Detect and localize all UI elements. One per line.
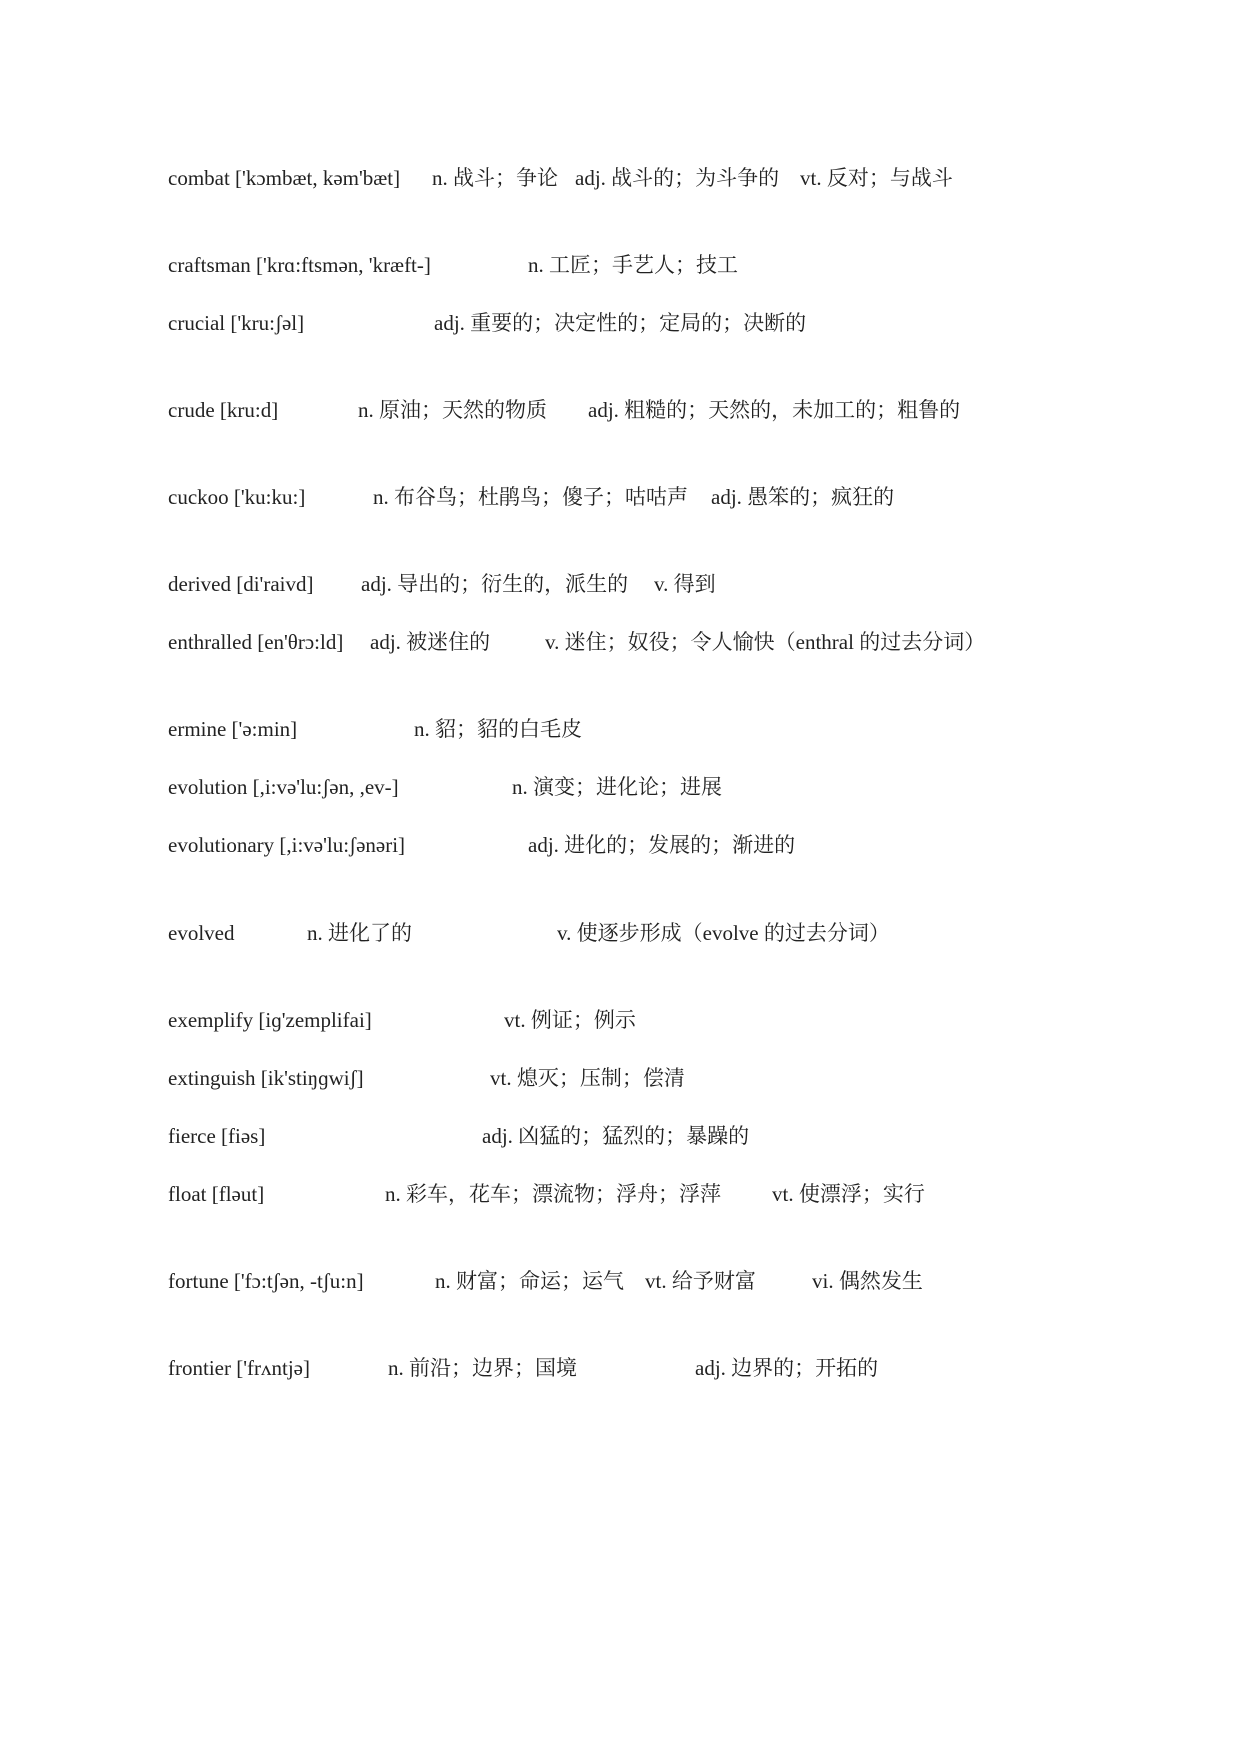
entry-word: ermine ['ə:min] — [168, 717, 298, 741]
entry-word: craftsman ['krɑ:ftsmən, 'kræft-] — [168, 253, 431, 277]
entry-exemplify — [0, 1000, 1241, 1040]
entry-word: frontier ['frʌntjə] — [168, 1356, 310, 1380]
entry-craftsman — [0, 245, 1241, 285]
entry-enthralled — [0, 622, 1241, 662]
entry-frontier — [0, 1348, 1241, 1388]
entry-evolutionary — [0, 825, 1241, 865]
entry-definition: n. 彩车，花车；漂流物；浮舟；浮萍 — [385, 1182, 721, 1206]
entry-word: float [fləut] — [168, 1182, 265, 1206]
entry-definition: vt. 给予财富 — [645, 1269, 756, 1293]
entry-word: crucial ['kru:ʃəl] — [168, 311, 305, 335]
entry-definition: v. 得到 — [654, 572, 716, 596]
entry-word: crude [kru:d] — [168, 398, 279, 422]
entry-definition: n. 演变；进化论；进展 — [512, 775, 722, 799]
entry-definition: adj. 导出的；衍生的，派生的 — [361, 572, 629, 596]
entry-definition: vt. 例证；例示 — [504, 1008, 636, 1032]
entry-word: fortune ['fɔ:tʃən, -tʃu:n] — [168, 1269, 364, 1293]
entry-definition: adj. 凶猛的；猛烈的；暴躁的 — [482, 1124, 750, 1148]
entry-word: fierce [fiəs] — [168, 1124, 266, 1148]
entry-definition: adj. 愚笨的；疯狂的 — [711, 485, 895, 509]
entry-evolution — [0, 767, 1241, 807]
entry-definition: vt. 熄灭；压制；偿清 — [490, 1066, 685, 1090]
entry-definition: adj. 被迷住的 — [370, 630, 491, 654]
entry-definition: v. 使逐步形成（evolve 的过去分词） — [557, 921, 890, 945]
entry-definition: n. 战斗；争论 — [432, 166, 558, 190]
entry-word: evolved — [168, 921, 235, 945]
entry-word: combat ['kɔmbæt, kəm'bæt] — [168, 166, 401, 190]
entry-definition: n. 貂；貂的白毛皮 — [414, 717, 582, 741]
entry-extinguish — [0, 1058, 1241, 1098]
entry-definition: n. 前沿；边界；国境 — [388, 1356, 577, 1380]
entry-float — [0, 1174, 1241, 1214]
entry-definition: vt. 反对；与战斗 — [800, 166, 953, 190]
entry-word: evolutionary [,i:və'lu:ʃənəri] — [168, 833, 406, 857]
entry-fierce — [0, 1116, 1241, 1156]
entry-definition: v. 迷住；奴役；令人愉快（enthral 的过去分词） — [545, 630, 986, 654]
entry-crucial — [0, 303, 1241, 343]
entry-definition: adj. 粗糙的；天然的，未加工的；粗鲁的 — [588, 398, 961, 422]
entry-definition: adj. 边界的；开拓的 — [695, 1356, 879, 1380]
entry-word: extinguish [ik'stiŋɡwiʃ] — [168, 1066, 364, 1090]
entry-word: derived [di'raivd] — [168, 572, 314, 596]
entry-definition: n. 布谷鸟；杜鹃鸟；傻子；咕咕声 — [373, 485, 688, 509]
entry-derived — [0, 564, 1241, 604]
entry-word: exemplify [iɡ'zemplifai] — [168, 1008, 372, 1032]
entry-definition: adj. 重要的；决定性的；定局的；决断的 — [434, 311, 807, 335]
entry-definition: adj. 进化的；发展的；渐进的 — [528, 833, 796, 857]
entry-crude — [0, 390, 1241, 430]
entry-definition: n. 工匠；手艺人；技工 — [528, 253, 738, 277]
entry-definition: vt. 使漂浮；实行 — [772, 1182, 925, 1206]
entry-evolved — [0, 913, 1241, 953]
entry-word: evolution [,i:və'lu:ʃən, ,ev-] — [168, 775, 399, 799]
entry-fortune — [0, 1261, 1241, 1301]
entry-definition: adj. 战斗的；为斗争的 — [575, 166, 780, 190]
entry-combat — [0, 158, 1241, 198]
entry-ermine — [0, 709, 1241, 749]
entry-word: cuckoo ['ku:ku:] — [168, 485, 306, 509]
entry-word: enthralled [en'θrɔ:ld] — [168, 630, 344, 654]
entry-definition: n. 进化了的 — [307, 921, 412, 945]
entry-definition: n. 原油；天然的物质 — [358, 398, 547, 422]
entry-cuckoo — [0, 477, 1241, 517]
entry-definition: vi. 偶然发生 — [812, 1269, 923, 1293]
entry-definition: n. 财富；命运；运气 — [435, 1269, 624, 1293]
